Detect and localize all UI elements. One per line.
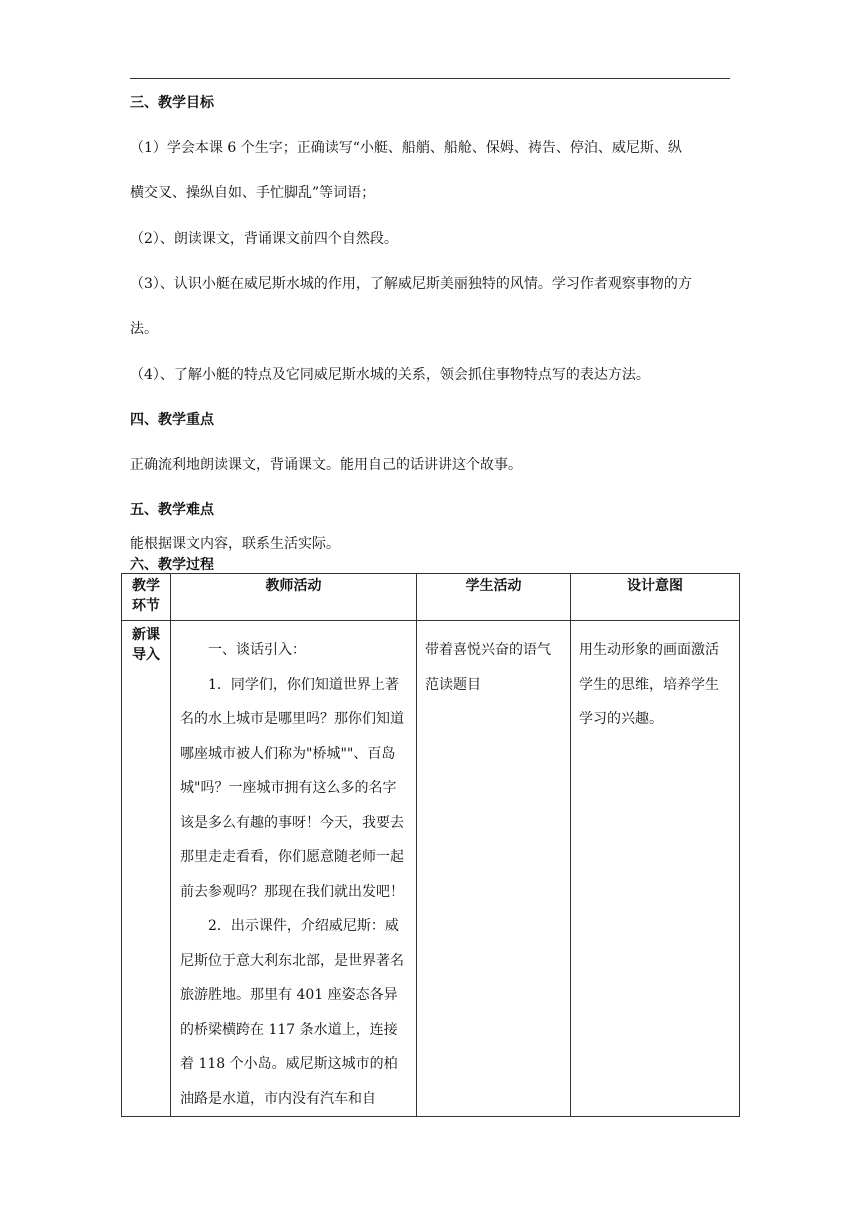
objective-line: （1）学会本课 6 个生字；正确读写“小艇、船艄、船舱、保姆、祷告、停泊、威尼斯、纵 — [130, 140, 682, 156]
section-heading-process: 六、教学过程 — [130, 557, 214, 573]
objective-line: （3）、认识小艇在威尼斯水城的作用，了解威尼斯美丽独特的风情。学习作者观察事物的方 — [130, 276, 692, 292]
table-header-row — [122, 574, 740, 621]
header-rule — [130, 78, 730, 79]
teacher-paragraph: 一、谈话引入： — [208, 642, 306, 658]
key-points-text: 正确流利地朗读课文，背诵课文。能用自己的话讲讲这个故事。 — [130, 457, 522, 473]
header-intent: 设计意图 — [571, 574, 740, 621]
teacher-paragraph: 2．出示课件，介绍威尼斯：威尼斯位于意大利东北部，是世界著名旅游胜地。那里有 401 座姿态各异的桥梁横跨在 117 条水道上，连接着 118 个小岛。威尼斯这城市的柏油路是水道，市内没有汽车和自 — [180, 918, 404, 1107]
objective-line: 横交叉、操纵自如、手忙脚乱”等词语； — [130, 185, 376, 201]
table-row — [122, 621, 740, 1117]
stage-cell: 新课导入 — [122, 621, 171, 1117]
teacher-paragraph: 1．同学们，你们知道世界上著名的水上城市是哪里吗？那你们知道哪座城市被人们称为"桥城""、百岛城"吗？一座城市拥有这么多的名字该是多么有趣的事呀！今天，我要去那里走走看看，你们愿意随老师一起前去参观吗？那现在我们就出发吧！ — [180, 676, 404, 900]
teacher-activity-cell — [171, 621, 417, 1117]
objective-line: 法。 — [130, 321, 158, 337]
section-heading-key-points: 四、教学重点 — [130, 412, 214, 428]
design-intent-cell: 用生动形象的画面激活学生的思维，培养学生学习的兴趣。 — [571, 621, 740, 1117]
objective-line: （2）、朗读课文，背诵课文前四个自然段。 — [130, 231, 398, 247]
section-heading-objectives: 三、教学目标 — [130, 95, 214, 111]
process-table — [121, 573, 740, 1117]
header-student: 学生活动 — [417, 574, 571, 621]
difficulties-text: 能根据课文内容，联系生活实际。 — [130, 536, 340, 552]
student-activity-cell: 带着喜悦兴奋的语气范读题目 — [417, 621, 571, 1117]
header-teacher: 教师活动 — [171, 574, 417, 621]
section-heading-difficulties: 五、教学难点 — [130, 502, 214, 518]
header-stage: 教学环节 — [122, 574, 171, 621]
objective-line: （4）、了解小艇的特点及它同威尼斯水城的关系，领会抓住事物特点写的表达方法。 — [130, 367, 650, 383]
